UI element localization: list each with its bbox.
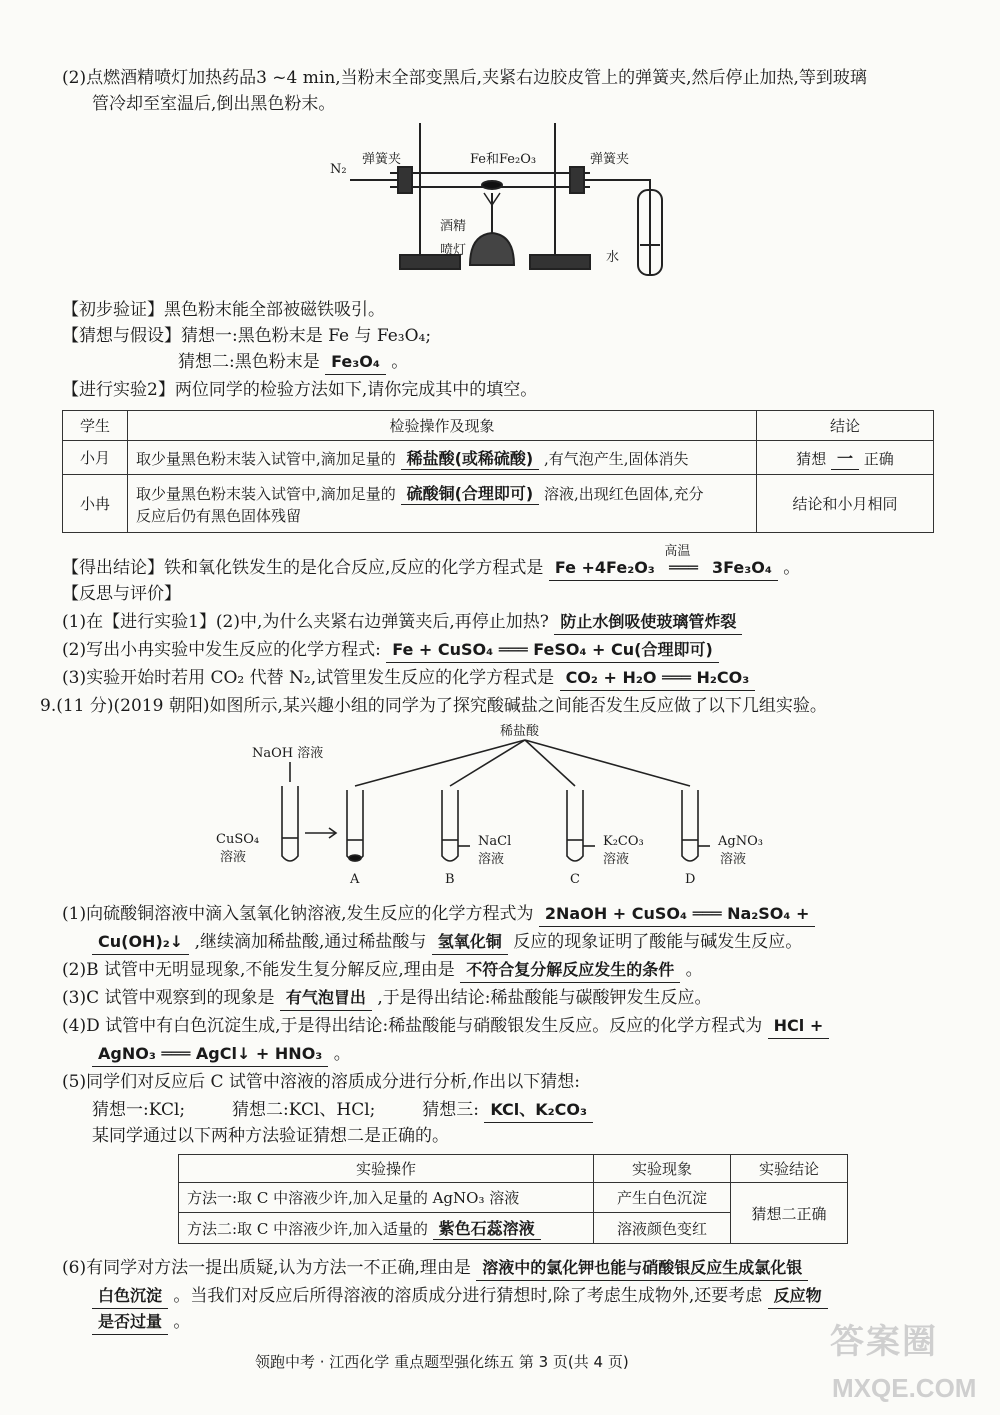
- fe-fe2o3-label: Fe和Fe₂O₃: [470, 152, 537, 167]
- q9-p4-line1: (4)D 试管中有白色沉淀生成,于是得出结论:稀盐酸能与硝酸银发生反应。反应的化学方程式为 HCl +: [62, 1014, 829, 1039]
- table-cell-operation: 取少量黑色粉末装入试管中,滴加足量的 硫酸铜(合理即可) 溶液,出现红色固体,充分 反应后仍有黑色固体残留: [128, 475, 757, 533]
- table-cell-method2: 方法二:取 C 中溶液少许,加入适量的 紫色石蕊溶液: [179, 1213, 594, 1244]
- reflect-q2-answer: Fe + CuSO₄ ═══ FeSO₄ + Cu(合理即可): [386, 638, 719, 663]
- table-cell-conclusion: 结论和小月相同: [757, 475, 934, 533]
- table-header: 学生: [63, 411, 128, 441]
- hypothesis-2-answer: Fe₃O₄: [325, 350, 386, 375]
- table-cell-operation: 取少量黑色粉末装入试管中,滴加足量的 稀盐酸(或稀硫酸) ,有气泡产生,固体消失: [128, 441, 757, 475]
- q9-method2-answer: 紫色石蕊溶液: [433, 1216, 541, 1240]
- exp2-table: [62, 410, 934, 533]
- answer-hypothesis: 一: [831, 446, 859, 470]
- reflect-q3-answer: CO₂ + H₂O ═══ H₂CO₃: [560, 666, 756, 691]
- q9-p6-answer2: 白色沉淀: [92, 1284, 168, 1309]
- conclusion-equation: Fe +4Fe₂O₃ 高温 ═══ 3Fe₃O₄: [549, 556, 778, 581]
- watermark-logo: 答案圈: [830, 1323, 938, 1361]
- q9-p3: (3)C 试管中观察到的现象是 有气泡冒出 ,于是得出结论:稀盐酸能与碳酸钾发生反应。: [62, 986, 711, 1011]
- q9-p2: (2)B 试管中无明显现象,不能发生复分解反应,理由是 不符合复分解反应发生的条件 。: [62, 958, 703, 983]
- high-temp-arrow: 高温 ═══: [664, 544, 698, 577]
- q9-p4-line2: AgNO₃ ═══ AgCl↓ + HNO₃ 。: [92, 1042, 351, 1067]
- method-table: [178, 1154, 848, 1244]
- q9-p6-answer1: 溶液中的氯化钾也能与硝酸银反应生成氯化银: [476, 1256, 808, 1281]
- clamp-right-label: 弹簧夹: [590, 152, 630, 167]
- q9-p1-line2: Cu(OH)₂↓ ,继续滴加稀盐酸,通过稀盐酸与 氢氧化铜 反应的现象证明了酸能与碱发生反应。: [92, 930, 802, 955]
- naoh-label: NaOH 溶液: [252, 746, 324, 761]
- acid-label: 稀盐酸: [500, 724, 540, 739]
- reflect-q3: (3)实验开始时若用 CO₂ 代替 N₂,试管里发生反应的化学方程式是 CO₂ + H₂O ═══ H₂CO₃: [62, 666, 755, 691]
- q9-p5-guess3-answer: KCl、K₂CO₃: [484, 1098, 593, 1123]
- table-cell-phenomenon: 溶液颜色变红: [594, 1213, 731, 1244]
- table-header: 实验操作: [179, 1155, 594, 1183]
- q9-p3-answer: 有气泡冒出: [280, 986, 372, 1011]
- table-header: 实验现象: [594, 1155, 731, 1183]
- page-footer: 领跑中考 · 江西化学 重点题型强化练五 第 3 页(共 4 页): [255, 1353, 629, 1371]
- table-header: 结论: [757, 411, 934, 441]
- q9-p6-line1: (6)有同学对方法一提出质疑,认为方法一不正确,理由是 溶液中的氯化钾也能与硝酸银反应生成氯化银: [62, 1256, 808, 1281]
- q9-p6-line3: 是否过量 。: [92, 1310, 190, 1335]
- nacl-label: NaCl: [478, 834, 512, 849]
- table-cell-student: 小冉: [63, 475, 128, 533]
- tube-label-a: A: [350, 872, 360, 887]
- reflect-q1-answer: 防止水倒吸使玻璃管炸裂: [554, 610, 742, 635]
- table-header: 检验操作及现象: [128, 411, 757, 441]
- q9-p5-verify: 某同学通过以下两种方法验证猜想二是正确的。: [92, 1126, 449, 1146]
- test-tube-diagram: [270, 738, 740, 888]
- table-cell-conclusion: 猜想 一 正确: [757, 441, 934, 475]
- agno3-sol-label: 溶液: [720, 852, 747, 867]
- table-header: 实验结论: [731, 1155, 848, 1183]
- hypothesis-2: 猜想二:黑色粉末是 Fe₃O₄ 。: [178, 350, 408, 375]
- cuso4-sol-label: 溶液: [220, 850, 247, 865]
- exp2-intro: 【进行实验2】两位同学的检验方法如下,请你完成其中的填空。: [62, 380, 538, 400]
- answer-acid: 稀盐酸(或稀硫酸): [401, 446, 540, 470]
- n2-label: N₂: [330, 162, 347, 177]
- k2co3-label: K₂CO₃: [603, 834, 644, 849]
- q9-p1-equation: 2NaOH + CuSO₄ ═══ Na₂SO₄ +: [539, 902, 815, 927]
- q9-p4-answer1: HCl +: [768, 1014, 830, 1039]
- q9-p1-precipitate: Cu(OH)₂↓: [92, 930, 189, 955]
- q9-p1-line1: (1)向硫酸铜溶液中滴入氢氧化钠溶液,发生反应的化学方程式为 2NaOH + CuSO₄ ═══ Na₂SO₄ +: [62, 902, 815, 927]
- q9-p5-guesses: 猜想一:KCl; 猜想二:KCl、HCl; 猜想三: KCl、K₂CO₃: [92, 1098, 593, 1123]
- q9-p1-answer2: 氢氧化铜: [432, 930, 508, 955]
- q9-stem: 9.(11 分)(2019 朝阳)如图所示,某兴趣小组的同学为了探究酸碱盐之间能否发生反应做了以下几组实验。: [40, 696, 827, 716]
- k2co3-sol-label: 溶液: [603, 852, 630, 867]
- q9-p2-answer: 不符合复分解反应发生的条件: [460, 958, 680, 983]
- reflect-q2: (2)写出小冉实验中发生反应的化学方程式: Fe + CuSO₄ ═══ FeSO₄ + Cu(合理即可): [62, 638, 719, 663]
- lamp-label: 酒精喷灯: [440, 219, 467, 258]
- q9-p6-answer4: 是否过量: [92, 1310, 168, 1335]
- answer-cuso4: 硫酸铜(合理即可): [401, 481, 540, 505]
- exp1-step2-line2: 管冷却至室温后,倒出黑色粉末。: [92, 94, 336, 114]
- q9-p5-line1: (5)同学们对反应后 C 试管中溶液的溶质成分进行分析,作出以下猜想:: [62, 1072, 581, 1092]
- table-cell-student: 小月: [63, 441, 128, 475]
- tube-label-d: D: [685, 872, 696, 887]
- table-cell-method1: 方法一:取 C 中溶液少许,加入足量的 AgNO₃ 溶液: [179, 1183, 594, 1213]
- table-cell-phenomenon: 产生白色沉淀: [594, 1183, 731, 1213]
- q9-p4-equation: AgNO₃ ═══ AgCl↓ + HNO₃: [92, 1042, 328, 1067]
- exp1-step2-line1: (2)点燃酒精喷灯加热药品3 ~4 min,当粉末全部变黑后,夹紧右边胶皮管上的弹簧夹,然后停止加热,等到玻璃: [62, 68, 867, 88]
- clamp-left-label: 弹簧夹: [362, 152, 402, 167]
- reflect-q1: (1)在【进行实验1】(2)中,为什么夹紧右边弹簧夹后,再停止加热? 防止水倒吸使玻璃管炸裂: [62, 610, 742, 635]
- tube-label-b: B: [445, 872, 455, 887]
- hypothesis-1: 【猜想与假设】猜想一:黑色粉末是 Fe 与 Fe₃O₄;: [62, 326, 432, 346]
- table-cell-conclusion: 猜想二正确: [731, 1183, 848, 1244]
- tube-label-c: C: [570, 872, 580, 887]
- nacl-sol-label: 溶液: [478, 852, 505, 867]
- agno3-label: AgNO₃: [718, 834, 763, 849]
- q9-p6-line2: 白色沉淀 。当我们对反应后所得溶液的溶质成分进行猜想时,除了考虑生成物外,还要考虑 反应物: [92, 1284, 828, 1309]
- reflect-title: 【反思与评价】: [62, 584, 181, 604]
- water-label: 水: [606, 250, 620, 265]
- cuso4-label: CuSO₄: [216, 832, 260, 847]
- q9-p6-answer3: 反应物: [768, 1284, 828, 1309]
- apparatus-diagram: [320, 115, 700, 285]
- watermark-site: MXQE.COM: [832, 1373, 977, 1403]
- prelim-verify: 【初步验证】黑色粉末能全部被磁铁吸引。: [62, 300, 385, 320]
- conclusion-line: 【得出结论】铁和氧化铁发生的是化合反应,反应的化学方程式是 Fe +4Fe₂O₃ 高温 ═══ 3Fe₃O₄ 。: [62, 556, 800, 581]
